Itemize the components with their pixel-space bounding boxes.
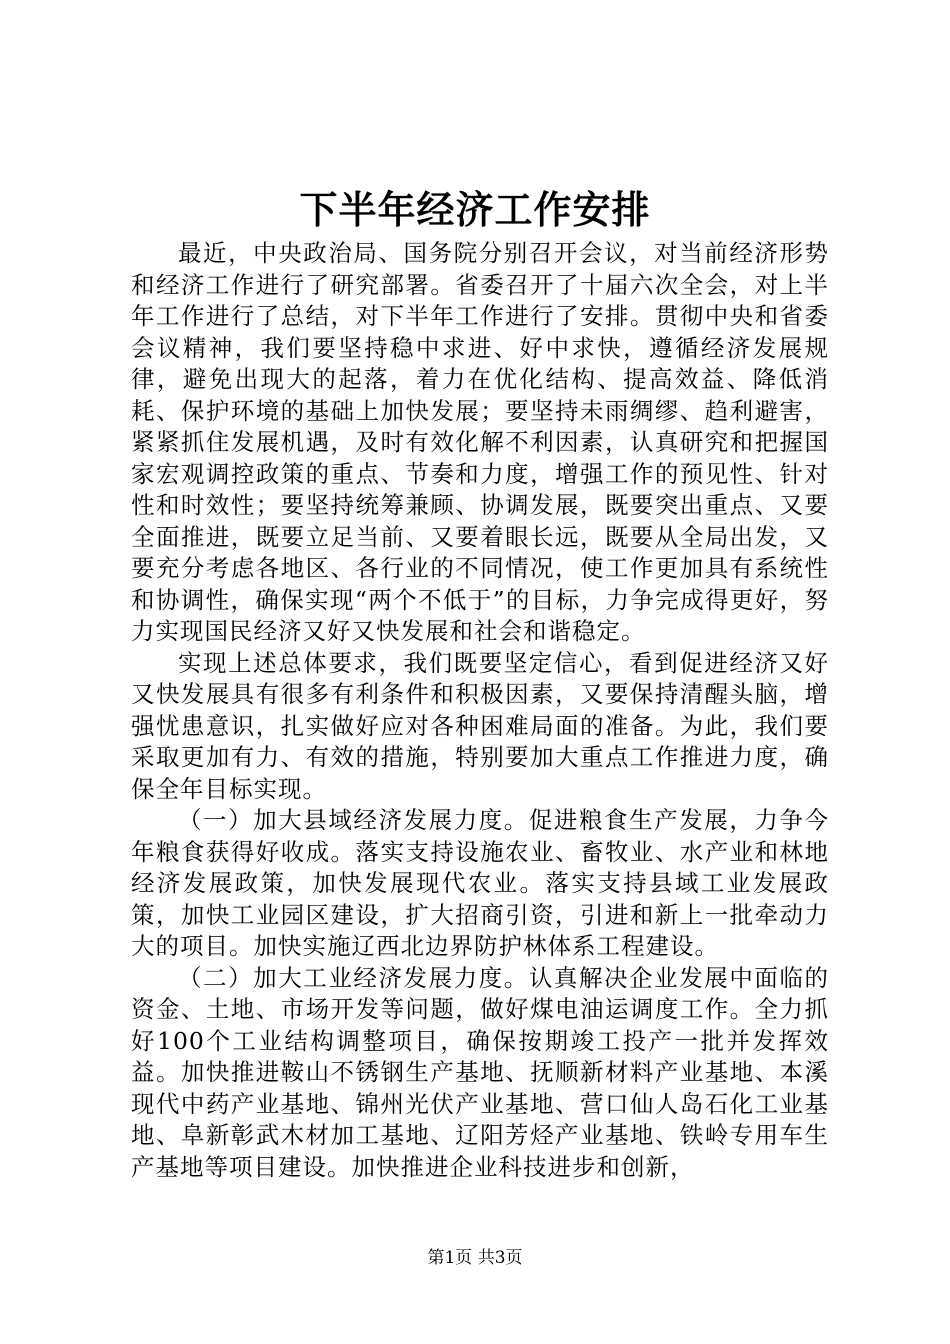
document-title: 下半年经济工作安排 bbox=[299, 187, 651, 232]
page-number-footer: 第1页 共3页 bbox=[427, 1248, 523, 1268]
paragraph-3: （一）加大县域经济发展力度。促进粮食生产发展，力争今年粮食获得好收成。落实支持设施农业、畜牧业、水产业和林地经济发展政策，加快发展现代农业。落实支持县域工业发展政策，加快工业园区建设，扩大招商引资，引进和新上一批牵动力大的项目。加快实施辽西北边界防护林体系工程建设。 bbox=[131, 806, 829, 960]
paragraph-4: （二）加大工业经济发展力度。认真解决企业发展中面临的资金、土地、市场开发等问题，做好煤电油运调度工作。全力抓好100个工业结构调整项目，确保按期竣工投产一批并发挥效益。加快推进鞍山不锈钢生产基地、抚顺新材料产业基地、本溪现代中药产业基地、锦州光伏产业基地、营口仙人岛石化工业基地、阜新彰武木材加工基地、辽阳芳烃产业基地、铁岭专用车生产基地等项目建设。加快推进企业科技进步和创新， bbox=[131, 963, 829, 1181]
paragraph-1: 最近，中央政治局、国务院分别召开会议，对当前经济形势和经济工作进行了研究部署。省委召开了十届六次全会，对上半年工作进行了总结，对下半年工作进行了安排。贯彻中央和省委会议精神，我们要坚持稳中求进、好中求快，遵循经济发展规律，避免出现大的起落，着力在优化结构、提高效益、降低消耗、保护环境的基础上加快发展；要坚持未雨绸缪、趋利避害，紧紧抓住发展机遇，及时有效化解不利因素，认真研究和把握国家宏观调控政策的重点、节奏和力度，增强工作的预见性、针对性和时效性；要坚持统筹兼顾、协调发展，既要突出重点、又要全面推进，既要立足当前、又要着眼长远，既要从全局出发，又要充分考虑各地区、各行业的不同情况，使工作更加具有系统性和协调性，确保实现“两个不低于”的目标，力争完成得更好，努力实现国民经济又好又快发展和社会和谐稳定。 bbox=[131, 239, 829, 645]
paragraph-2: 实现上述总体要求，我们既要坚定信心，看到促进经济又好又快发展具有很多有利条件和积极因素，又要保持清醒头脑，增强忧患意识，扎实做好应对各种困难局面的准备。为此，我们要采取更加有力、有效的措施，特别要加大重点工作推进力度，确保全年目标实现。 bbox=[131, 648, 829, 803]
document-body bbox=[131, 238, 829, 1183]
